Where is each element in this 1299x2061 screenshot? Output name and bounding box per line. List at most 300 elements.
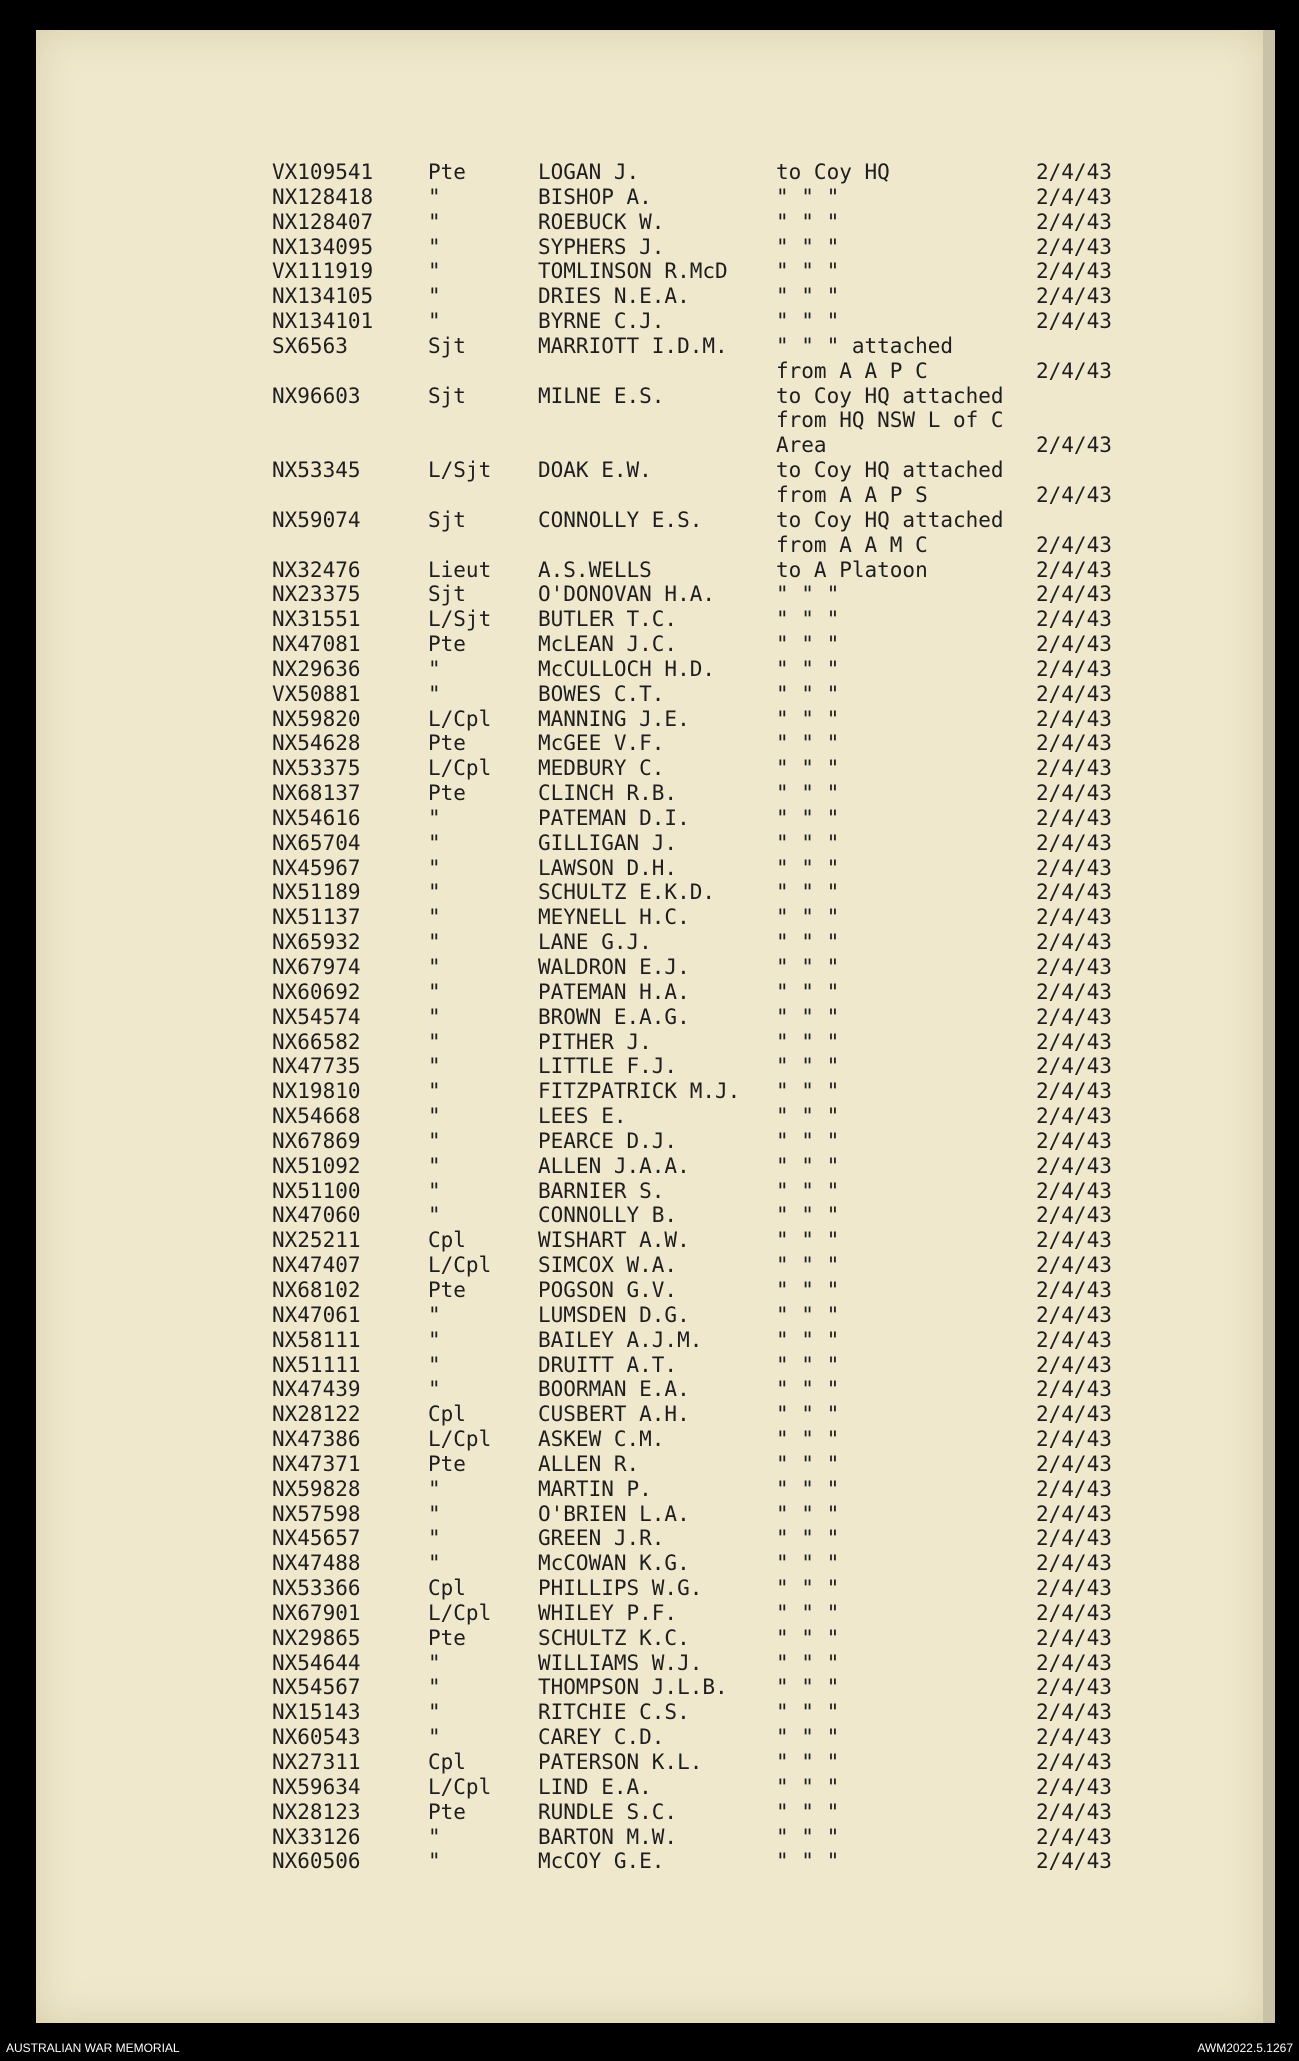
roster-row bbox=[236, 1700, 1136, 1725]
posting: " " " bbox=[776, 1178, 840, 1203]
soldier-name: PATEMAN H.A. bbox=[538, 979, 690, 1004]
rank: " bbox=[428, 1054, 441, 1079]
soldier-name: FITZPATRICK M.J. bbox=[538, 1079, 741, 1104]
rank: " bbox=[428, 1029, 441, 1054]
posting: " " " bbox=[776, 582, 840, 607]
roster-row bbox=[236, 1030, 1136, 1055]
rank: " bbox=[428, 979, 441, 1004]
roster-row bbox=[236, 1377, 1136, 1402]
posting-date: 2/4/43 bbox=[1036, 756, 1112, 781]
roster-row bbox=[236, 1328, 1136, 1353]
service-number: NX68102 bbox=[272, 1277, 361, 1302]
roster-row bbox=[236, 756, 1136, 781]
roster-row bbox=[236, 1079, 1136, 1104]
posting-date: 2/4/43 bbox=[1036, 1600, 1112, 1625]
soldier-name: BISHOP A. bbox=[538, 184, 652, 209]
posting: " " " bbox=[776, 632, 840, 657]
posting-date: 2/4/43 bbox=[1036, 1551, 1112, 1576]
roster-row bbox=[236, 905, 1136, 930]
posting-date: 2/4/43 bbox=[1036, 1203, 1112, 1228]
soldier-name: BARNIER S. bbox=[538, 1178, 665, 1203]
posting-date: 2/4/43 bbox=[1036, 433, 1112, 458]
roster-row bbox=[236, 160, 1136, 185]
posting: " " " bbox=[776, 1799, 840, 1824]
roster-row bbox=[236, 1154, 1136, 1179]
soldier-name: ROEBUCK W. bbox=[538, 209, 665, 234]
roster-row bbox=[236, 1179, 1136, 1204]
roster-row bbox=[236, 657, 1136, 682]
roster-row bbox=[236, 1601, 1136, 1626]
posting: " " " bbox=[776, 1004, 840, 1029]
posting-date: 2/4/43 bbox=[1036, 1501, 1112, 1526]
posting: " " " bbox=[776, 1451, 840, 1476]
rank: L/Sjt bbox=[428, 607, 492, 632]
soldier-name: PITHER J. bbox=[538, 1029, 652, 1054]
roster-row bbox=[236, 632, 1136, 657]
service-number: NX67869 bbox=[272, 1128, 361, 1153]
service-number: NX128407 bbox=[272, 209, 374, 234]
service-number: NX45657 bbox=[272, 1526, 361, 1551]
soldier-name: THOMPSON J.L.B. bbox=[538, 1675, 728, 1700]
posting-date: 2/4/43 bbox=[1036, 1700, 1112, 1725]
posting: " " " bbox=[776, 1600, 840, 1625]
service-number: NX53345 bbox=[272, 458, 361, 483]
rank: " bbox=[428, 1128, 441, 1153]
roster-row bbox=[236, 980, 1136, 1005]
soldier-name: BOORMAN E.A. bbox=[538, 1377, 690, 1402]
roster-row bbox=[236, 433, 1136, 458]
roster-row bbox=[236, 1452, 1136, 1477]
soldier-name: McLEAN J.C. bbox=[538, 632, 678, 657]
service-number: NX54644 bbox=[272, 1650, 361, 1675]
rank: Pte bbox=[428, 1277, 466, 1302]
posting-date: 2/4/43 bbox=[1036, 855, 1112, 880]
rank: Sjt bbox=[428, 383, 466, 408]
roster-row bbox=[236, 1427, 1136, 1452]
posting: " " " bbox=[776, 1128, 840, 1153]
posting: " " " bbox=[776, 1774, 840, 1799]
soldier-name: POGSON G.V. bbox=[538, 1277, 678, 1302]
posting-date: 2/4/43 bbox=[1036, 1352, 1112, 1377]
posting: to Coy HQ bbox=[776, 160, 890, 184]
posting-date: 2/4/43 bbox=[1036, 532, 1112, 557]
service-number: NX29636 bbox=[272, 656, 361, 681]
roster-row bbox=[236, 1005, 1136, 1030]
posting: " " " bbox=[776, 1029, 840, 1054]
posting: " " " bbox=[776, 1054, 840, 1079]
posting: " " " bbox=[776, 1203, 840, 1228]
rank: L/Cpl bbox=[428, 1600, 492, 1625]
soldier-name: CONNOLLY E.S. bbox=[538, 507, 703, 532]
rank: Cpl bbox=[428, 1576, 466, 1601]
rank: " bbox=[428, 1377, 441, 1402]
service-number: NX134101 bbox=[272, 309, 374, 334]
posting: " " " bbox=[776, 1402, 840, 1427]
service-number: NX67974 bbox=[272, 955, 361, 979]
rank: " bbox=[428, 1650, 441, 1675]
soldier-name: PATERSON K.L. bbox=[538, 1750, 703, 1774]
rank: " bbox=[428, 1675, 441, 1700]
posting-date: 2/4/43 bbox=[1036, 234, 1112, 259]
archive-reference: AWM2022.5.1267 bbox=[1197, 2041, 1293, 2055]
rank: " bbox=[428, 656, 441, 681]
soldier-name: BYRNE C.J. bbox=[538, 309, 665, 334]
roster-row bbox=[236, 1502, 1136, 1527]
soldier-name: GILLIGAN J. bbox=[538, 830, 678, 855]
roster-row bbox=[236, 558, 1136, 583]
service-number: NX96603 bbox=[272, 383, 361, 408]
roster-row bbox=[236, 1253, 1136, 1278]
soldier-name: CUSBERT A.H. bbox=[538, 1402, 690, 1427]
rank: Cpl bbox=[428, 1750, 466, 1774]
service-number: NX47386 bbox=[272, 1427, 361, 1452]
posting-date: 2/4/43 bbox=[1036, 1650, 1112, 1675]
rank: Pte bbox=[428, 781, 466, 806]
soldier-name: LITTLE F.J. bbox=[538, 1054, 678, 1079]
posting: " " " bbox=[776, 1725, 840, 1750]
service-number: NX54628 bbox=[272, 731, 361, 756]
soldier-name: BROWN E.A.G. bbox=[538, 1004, 690, 1029]
soldier-name: GREEN J.R. bbox=[538, 1526, 665, 1551]
roster-row bbox=[236, 582, 1136, 607]
roster-row bbox=[236, 284, 1136, 309]
rank: " bbox=[428, 1178, 441, 1203]
posting: from A A P S bbox=[776, 482, 928, 507]
roster-row bbox=[236, 259, 1136, 284]
rank: Pte bbox=[428, 731, 466, 756]
posting: " " " bbox=[776, 1750, 840, 1774]
posting: " " " bbox=[776, 1153, 840, 1178]
posting-date: 2/4/43 bbox=[1036, 1029, 1112, 1054]
posting: " " " bbox=[776, 1228, 840, 1253]
soldier-name: DOAK E.W. bbox=[538, 458, 652, 483]
roster-row bbox=[236, 1651, 1136, 1676]
service-number: NX32476 bbox=[272, 557, 361, 582]
rank: " bbox=[428, 955, 441, 979]
roster-row bbox=[236, 1402, 1136, 1427]
posting-date: 2/4/43 bbox=[1036, 1302, 1112, 1327]
roster-row bbox=[236, 1477, 1136, 1502]
roster-row bbox=[236, 210, 1136, 235]
soldier-name: McCOY G.E. bbox=[538, 1849, 665, 1874]
service-number: NX59634 bbox=[272, 1774, 361, 1799]
soldier-name: CAREY C.D. bbox=[538, 1725, 665, 1750]
posting: " " " bbox=[776, 284, 840, 309]
posting: " " " bbox=[776, 756, 840, 781]
posting: " " " bbox=[776, 656, 840, 681]
page-edge bbox=[1263, 30, 1275, 2023]
rank: " bbox=[428, 1824, 441, 1849]
soldier-name: ALLEN R. bbox=[538, 1451, 640, 1476]
soldier-name: MARRIOTT I.D.M. bbox=[538, 333, 728, 358]
posting-date: 2/4/43 bbox=[1036, 1451, 1112, 1476]
roster-row bbox=[236, 930, 1136, 955]
rank: " bbox=[428, 1153, 441, 1178]
service-number: NX31551 bbox=[272, 607, 361, 632]
rank: L/Cpl bbox=[428, 1253, 492, 1278]
soldier-name: BOWES C.T. bbox=[538, 681, 665, 706]
service-number: NX47407 bbox=[272, 1253, 361, 1278]
posting-date: 2/4/43 bbox=[1036, 1675, 1112, 1700]
posting: " " " bbox=[776, 1302, 840, 1327]
rank: " bbox=[428, 830, 441, 855]
roster-row bbox=[236, 682, 1136, 707]
rank: " bbox=[428, 1526, 441, 1551]
service-number: NX47488 bbox=[272, 1551, 361, 1576]
posting-date: 2/4/43 bbox=[1036, 1402, 1112, 1427]
roster-row bbox=[236, 731, 1136, 756]
soldier-name: SYPHERS J. bbox=[538, 234, 665, 259]
posting-date: 2/4/43 bbox=[1036, 1824, 1112, 1849]
soldier-name: RUNDLE S.C. bbox=[538, 1799, 678, 1824]
soldier-name: LANE G.J. bbox=[538, 930, 652, 955]
service-number: NX47060 bbox=[272, 1203, 361, 1228]
posting-date: 2/4/43 bbox=[1036, 259, 1112, 284]
soldier-name: SCHULTZ K.C. bbox=[538, 1625, 690, 1650]
posting: " " " bbox=[776, 830, 840, 855]
soldier-name: ASKEW C.M. bbox=[538, 1427, 665, 1452]
posting-date: 2/4/43 bbox=[1036, 880, 1112, 905]
posting: " " " bbox=[776, 1700, 840, 1725]
posting-date: 2/4/43 bbox=[1036, 905, 1112, 930]
roster-row bbox=[236, 1849, 1136, 1874]
posting-date: 2/4/43 bbox=[1036, 482, 1112, 507]
service-number: NX29865 bbox=[272, 1625, 361, 1650]
roster-row bbox=[236, 1725, 1136, 1750]
posting: " " " bbox=[776, 681, 840, 706]
rank: Sjt bbox=[428, 333, 466, 358]
roster-row bbox=[236, 458, 1136, 483]
posting-date: 2/4/43 bbox=[1036, 1153, 1112, 1178]
rank: " bbox=[428, 1004, 441, 1029]
rank: " bbox=[428, 1476, 441, 1501]
posting-date: 2/4/43 bbox=[1036, 1004, 1112, 1029]
service-number: NX65704 bbox=[272, 830, 361, 855]
posting: " " " bbox=[776, 955, 840, 979]
soldier-name: McCOWAN K.G. bbox=[538, 1551, 690, 1576]
posting: " " " bbox=[776, 880, 840, 905]
service-number: VX50881 bbox=[272, 681, 361, 706]
posting-date: 2/4/43 bbox=[1036, 1750, 1112, 1774]
service-number: NX67901 bbox=[272, 1600, 361, 1625]
roster-row bbox=[236, 1775, 1136, 1800]
soldier-name: SIMCOX W.A. bbox=[538, 1253, 678, 1278]
service-number: VX109541 bbox=[272, 160, 374, 184]
roster-row bbox=[236, 1203, 1136, 1228]
service-number: NX25211 bbox=[272, 1228, 361, 1253]
soldier-name: CLINCH R.B. bbox=[538, 781, 678, 806]
rank: L/Cpl bbox=[428, 1774, 492, 1799]
rank: L/Sjt bbox=[428, 458, 492, 483]
rank: " bbox=[428, 184, 441, 209]
roster-row bbox=[236, 309, 1136, 334]
service-number: NX128418 bbox=[272, 184, 374, 209]
service-number: NX60543 bbox=[272, 1725, 361, 1750]
posting: " " " bbox=[776, 855, 840, 880]
posting: to Coy HQ attached bbox=[776, 383, 1004, 408]
service-number: NX51137 bbox=[272, 905, 361, 930]
service-number: NX47371 bbox=[272, 1451, 361, 1476]
roster-row bbox=[236, 607, 1136, 632]
posting: " " " bbox=[776, 905, 840, 930]
service-number: NX53375 bbox=[272, 756, 361, 781]
posting: " " " bbox=[776, 234, 840, 259]
roster-row bbox=[236, 880, 1136, 905]
roster-row bbox=[236, 235, 1136, 260]
rank: " bbox=[428, 1302, 441, 1327]
service-number: NX51100 bbox=[272, 1178, 361, 1203]
rank: " bbox=[428, 1501, 441, 1526]
rank: " bbox=[428, 880, 441, 905]
roster-row bbox=[236, 185, 1136, 210]
posting: " " " bbox=[776, 259, 840, 284]
roster-row bbox=[236, 781, 1136, 806]
soldier-name: McCULLOCH H.D. bbox=[538, 656, 716, 681]
posting: " " " bbox=[776, 805, 840, 830]
posting-date: 2/4/43 bbox=[1036, 830, 1112, 855]
rank: Sjt bbox=[428, 507, 466, 532]
roster-row bbox=[236, 1129, 1136, 1154]
roster-row bbox=[236, 384, 1136, 409]
service-number: SX6563 bbox=[272, 333, 348, 358]
soldier-name: WISHART A.W. bbox=[538, 1228, 690, 1253]
roster-row bbox=[236, 483, 1136, 508]
posting-date: 2/4/43 bbox=[1036, 1427, 1112, 1452]
posting: " " " bbox=[776, 1650, 840, 1675]
posting-date: 2/4/43 bbox=[1036, 1576, 1112, 1601]
roster-row bbox=[236, 831, 1136, 856]
posting: " " " bbox=[776, 1576, 840, 1601]
posting: " " " bbox=[776, 1377, 840, 1402]
service-number: NX33126 bbox=[272, 1824, 361, 1849]
service-number: NX51111 bbox=[272, 1352, 361, 1377]
rank: L/Cpl bbox=[428, 1427, 492, 1452]
posting: " " " bbox=[776, 184, 840, 209]
posting-date: 2/4/43 bbox=[1036, 1526, 1112, 1551]
soldier-name: MARTIN P. bbox=[538, 1476, 652, 1501]
posting: " " " bbox=[776, 209, 840, 234]
posting: from A A M C bbox=[776, 532, 928, 557]
posting: " " " bbox=[776, 706, 840, 731]
roster-row bbox=[236, 856, 1136, 881]
posting: " " " bbox=[776, 1253, 840, 1278]
posting-date: 2/4/43 bbox=[1036, 979, 1112, 1004]
soldier-name: PHILLIPS W.G. bbox=[538, 1576, 703, 1601]
rank: Sjt bbox=[428, 582, 466, 607]
rank: " bbox=[428, 1327, 441, 1352]
service-number: NX45967 bbox=[272, 855, 361, 880]
roster-row bbox=[236, 359, 1136, 384]
rank: Cpl bbox=[428, 1402, 466, 1427]
posting-date: 2/4/43 bbox=[1036, 706, 1112, 731]
roster-row bbox=[236, 533, 1136, 558]
posting-date: 2/4/43 bbox=[1036, 632, 1112, 657]
service-number: NX28123 bbox=[272, 1799, 361, 1824]
soldier-name: MANNING J.E. bbox=[538, 706, 690, 731]
posting-date: 2/4/43 bbox=[1036, 656, 1112, 681]
posting: to A Platoon bbox=[776, 557, 928, 582]
personnel-roster bbox=[236, 160, 1136, 1874]
roster-row bbox=[236, 1675, 1136, 1700]
rank: " bbox=[428, 855, 441, 880]
posting-date: 2/4/43 bbox=[1036, 1327, 1112, 1352]
soldier-name: MEDBURY C. bbox=[538, 756, 665, 781]
rank: " bbox=[428, 681, 441, 706]
rank: Cpl bbox=[428, 1228, 466, 1253]
service-number: NX28122 bbox=[272, 1402, 361, 1427]
soldier-name: MEYNELL H.C. bbox=[538, 905, 690, 930]
service-number: NX58111 bbox=[272, 1327, 361, 1352]
service-number: NX51092 bbox=[272, 1153, 361, 1178]
posting: " " " bbox=[776, 309, 840, 334]
soldier-name: LAWSON D.H. bbox=[538, 855, 678, 880]
posting: " " " bbox=[776, 1277, 840, 1302]
service-number: NX54567 bbox=[272, 1675, 361, 1700]
service-number: NX134095 bbox=[272, 234, 374, 259]
posting-date: 2/4/43 bbox=[1036, 607, 1112, 632]
posting: " " " bbox=[776, 1327, 840, 1352]
posting-date: 2/4/43 bbox=[1036, 731, 1112, 756]
soldier-name: WALDRON E.J. bbox=[538, 955, 690, 979]
soldier-name: BAILEY A.J.M. bbox=[538, 1327, 703, 1352]
archive-credit: AUSTRALIAN WAR MEMORIAL bbox=[6, 2041, 180, 2055]
service-number: NX59074 bbox=[272, 507, 361, 532]
rank: " bbox=[428, 1203, 441, 1228]
posting-date: 2/4/43 bbox=[1036, 1054, 1112, 1079]
roster-row bbox=[236, 1626, 1136, 1651]
rank: " bbox=[428, 805, 441, 830]
posting-date: 2/4/43 bbox=[1036, 1128, 1112, 1153]
posting: " " " bbox=[776, 1526, 840, 1551]
service-number: NX27311 bbox=[272, 1750, 361, 1774]
rank: Pte bbox=[428, 1625, 466, 1650]
service-number: NX66582 bbox=[272, 1029, 361, 1054]
posting-date: 2/4/43 bbox=[1036, 1079, 1112, 1104]
rank: " bbox=[428, 259, 441, 284]
roster-row bbox=[236, 1800, 1136, 1825]
service-number: NX60692 bbox=[272, 979, 361, 1004]
posting-date: 2/4/43 bbox=[1036, 930, 1112, 955]
rank: Lieut bbox=[428, 557, 492, 582]
posting-date: 2/4/43 bbox=[1036, 1799, 1112, 1824]
service-number: VX111919 bbox=[272, 259, 374, 284]
posting: " " " attached bbox=[776, 333, 954, 358]
soldier-name: LOGAN J. bbox=[538, 160, 640, 184]
soldier-name: MILNE E.S. bbox=[538, 383, 665, 408]
roster-row bbox=[236, 1228, 1136, 1253]
posting: " " " bbox=[776, 1352, 840, 1377]
roster-row bbox=[236, 1353, 1136, 1378]
posting-date: 2/4/43 bbox=[1036, 1277, 1112, 1302]
roster-row bbox=[236, 334, 1136, 359]
service-number: NX54668 bbox=[272, 1104, 361, 1129]
soldier-name: A.S.WELLS bbox=[538, 557, 652, 582]
soldier-name: DRUITT A.T. bbox=[538, 1352, 678, 1377]
rank: " bbox=[428, 1849, 441, 1874]
roster-row bbox=[236, 806, 1136, 831]
service-number: NX54616 bbox=[272, 805, 361, 830]
soldier-name: PATEMAN D.I. bbox=[538, 805, 690, 830]
soldier-name: BUTLER T.C. bbox=[538, 607, 678, 632]
posting: " " " bbox=[776, 781, 840, 806]
rank: " bbox=[428, 1104, 441, 1129]
posting-date: 2/4/43 bbox=[1036, 781, 1112, 806]
rank: " bbox=[428, 309, 441, 334]
soldier-name: McGEE V.F. bbox=[538, 731, 665, 756]
posting-date: 2/4/43 bbox=[1036, 582, 1112, 607]
service-number: NX60506 bbox=[272, 1849, 361, 1874]
posting: " " " bbox=[776, 1501, 840, 1526]
